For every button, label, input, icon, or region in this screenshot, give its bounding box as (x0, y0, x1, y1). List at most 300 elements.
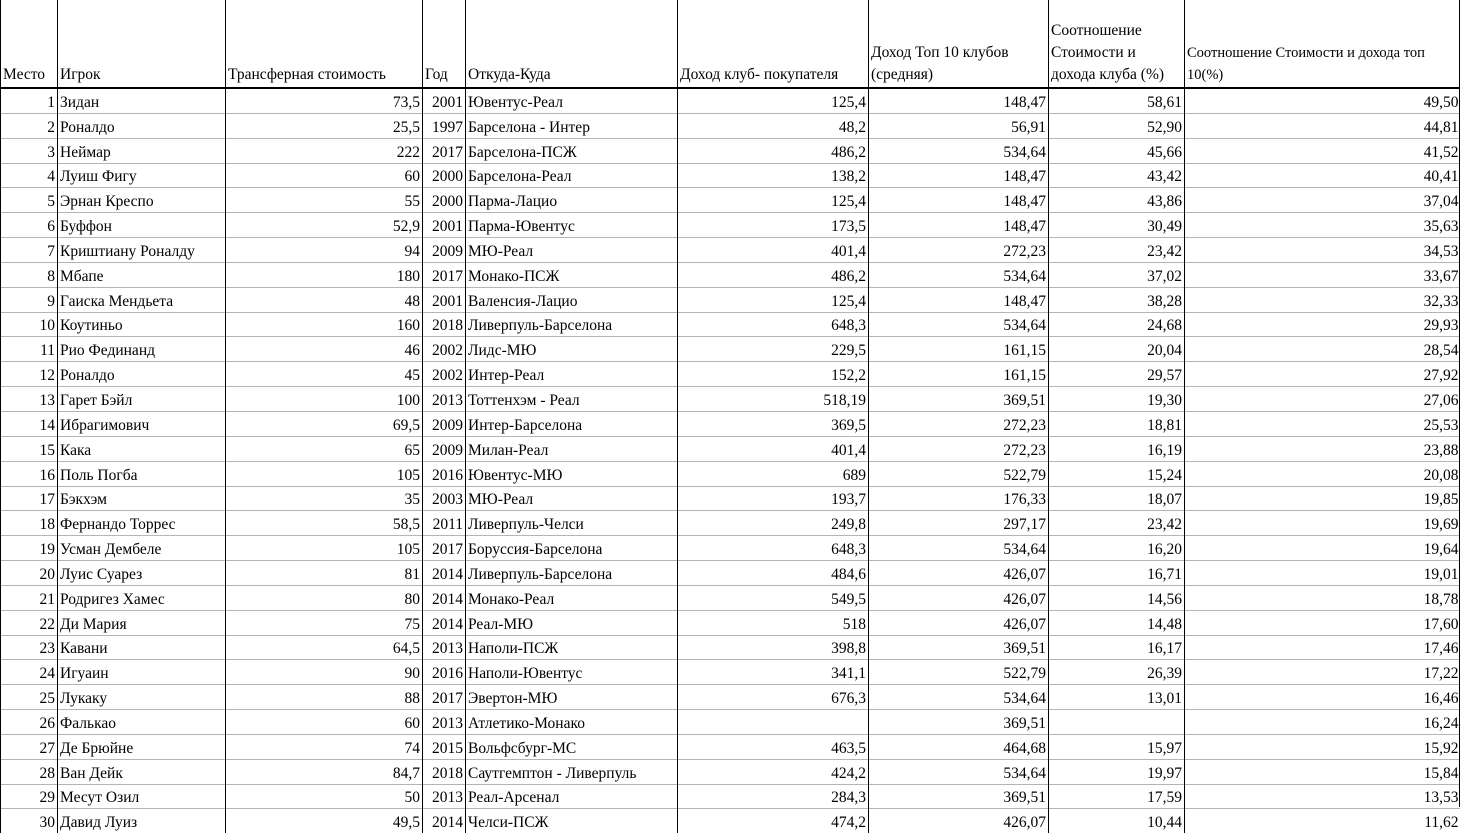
ratio-top10-cell[interactable]: 34,53 (1185, 238, 1460, 263)
transfer-fee-cell[interactable]: 100 (226, 387, 423, 412)
table-row (1, 213, 1460, 238)
table-row (1, 387, 1460, 412)
ratio-club-cell[interactable]: 19,97 (1049, 759, 1185, 784)
year-cell[interactable]: 2009 (423, 436, 466, 461)
rank-cell[interactable]: 2 (1, 113, 58, 138)
table-row (1, 337, 1460, 362)
buyer-income-cell[interactable]: 689 (678, 461, 869, 486)
rank-cell[interactable]: 8 (1, 262, 58, 287)
year-cell[interactable]: 2017 (423, 262, 466, 287)
ratio-club-cell[interactable]: 18,07 (1049, 486, 1185, 511)
table-row (1, 635, 1460, 660)
ratio-top10-cell[interactable]: 33,67 (1185, 262, 1460, 287)
buyer-income-cell[interactable]: 486,2 (678, 262, 869, 287)
top10-income-cell[interactable]: 297,17 (869, 511, 1049, 536)
transfer-fee-cell[interactable]: 60 (226, 710, 423, 735)
ratio-top10-cell[interactable]: 32,33 (1185, 287, 1460, 312)
ratio-top10-cell[interactable]: 16,46 (1185, 685, 1460, 710)
player-cell[interactable]: Фалькао (58, 710, 226, 735)
top10-income-cell[interactable]: 534,64 (869, 759, 1049, 784)
rank-cell[interactable]: 6 (1, 213, 58, 238)
buyer-income-cell[interactable] (678, 710, 869, 735)
rank-cell[interactable]: 15 (1, 436, 58, 461)
rank-cell[interactable]: 25 (1, 685, 58, 710)
top10-income-cell[interactable]: 522,79 (869, 461, 1049, 486)
ratio-top10-cell[interactable]: 19,01 (1185, 561, 1460, 586)
rank-cell[interactable]: 11 (1, 337, 58, 362)
player-cell[interactable]: Кавани (58, 635, 226, 660)
top10-income-cell[interactable]: 522,79 (869, 660, 1049, 685)
rank-cell[interactable]: 13 (1, 387, 58, 412)
top10-income-cell[interactable]: 56,91 (869, 113, 1049, 138)
table-row (1, 287, 1460, 312)
rank-cell[interactable]: 4 (1, 163, 58, 188)
from-to-cell[interactable]: Эвертон-МЮ (466, 685, 678, 710)
from-to-cell[interactable]: Ливерпуль-Барселона (466, 312, 678, 337)
transfer-fee-cell[interactable]: 25,5 (226, 113, 423, 138)
player-cell[interactable]: Кака (58, 436, 226, 461)
rank-cell[interactable]: 26 (1, 710, 58, 735)
year-cell[interactable]: 2018 (423, 312, 466, 337)
buyer-income-cell[interactable]: 463,5 (678, 734, 869, 759)
ratio-top10-cell[interactable]: 28,54 (1185, 337, 1460, 362)
year-cell[interactable]: 2000 (423, 163, 466, 188)
top10-income-cell[interactable]: 369,51 (869, 635, 1049, 660)
ratio-top10-cell[interactable]: 29,93 (1185, 312, 1460, 337)
table-row (1, 809, 1460, 833)
player-cell[interactable]: Усман Дембеле (58, 536, 226, 561)
player-cell[interactable]: Коутиньо (58, 312, 226, 337)
ratio-top10-cell[interactable]: 17,46 (1185, 635, 1460, 660)
transfer-fee-cell[interactable]: 180 (226, 262, 423, 287)
from-to-cell[interactable]: Лидс-МЮ (466, 337, 678, 362)
player-cell[interactable]: Де Брюйне (58, 734, 226, 759)
year-cell[interactable]: 2016 (423, 660, 466, 685)
from-to-cell[interactable]: Наполи-ПСЖ (466, 635, 678, 660)
transfer-fee-cell[interactable]: 46 (226, 337, 423, 362)
table-row (1, 710, 1460, 735)
year-cell[interactable]: 2018 (423, 759, 466, 784)
player-cell[interactable]: Криштиану Роналду (58, 238, 226, 263)
rank-cell[interactable]: 17 (1, 486, 58, 511)
ratio-club-cell[interactable]: 13,01 (1049, 685, 1185, 710)
table-row (1, 734, 1460, 759)
header-buyer-income[interactable]: Доход клуб- покупателя (678, 0, 869, 88)
from-to-cell[interactable]: Валенсия-Лацио (466, 287, 678, 312)
ratio-top10-cell[interactable]: 44,81 (1185, 113, 1460, 138)
from-to-cell[interactable]: Ливерпуль-Челси (466, 511, 678, 536)
ratio-top10-cell[interactable]: 40,41 (1185, 163, 1460, 188)
buyer-income-cell[interactable]: 193,7 (678, 486, 869, 511)
ratio-club-cell[interactable]: 16,19 (1049, 436, 1185, 461)
top10-income-cell[interactable]: 369,51 (869, 784, 1049, 809)
transfer-fee-cell[interactable]: 160 (226, 312, 423, 337)
buyer-income-cell[interactable]: 648,3 (678, 312, 869, 337)
player-cell[interactable]: Луиш Фигу (58, 163, 226, 188)
ratio-club-cell[interactable]: 18,81 (1049, 411, 1185, 436)
transfer-fee-cell[interactable]: 74 (226, 734, 423, 759)
year-cell[interactable]: 2011 (423, 511, 466, 536)
top10-income-cell[interactable]: 534,64 (869, 685, 1049, 710)
player-cell[interactable]: Ибрагимович (58, 411, 226, 436)
from-to-cell[interactable]: Наполи-Ювентус (466, 660, 678, 685)
ratio-club-cell[interactable]: 14,56 (1049, 585, 1185, 610)
year-cell[interactable]: 2017 (423, 536, 466, 561)
year-cell[interactable]: 2002 (423, 337, 466, 362)
ratio-club-cell[interactable]: 10,44 (1049, 809, 1185, 833)
year-cell[interactable]: 2001 (423, 213, 466, 238)
from-to-cell[interactable]: МЮ-Реал (466, 238, 678, 263)
ratio-top10-cell[interactable]: 16,24 (1185, 710, 1460, 735)
top10-income-cell[interactable]: 534,64 (869, 536, 1049, 561)
ratio-club-cell[interactable]: 45,66 (1049, 138, 1185, 163)
ratio-club-cell[interactable]: 19,30 (1049, 387, 1185, 412)
rank-cell[interactable]: 27 (1, 734, 58, 759)
buyer-income-cell[interactable]: 401,4 (678, 436, 869, 461)
buyer-income-cell[interactable]: 173,5 (678, 213, 869, 238)
transfer-fee-cell[interactable]: 58,5 (226, 511, 423, 536)
rank-cell[interactable]: 16 (1, 461, 58, 486)
player-cell[interactable]: Ди Мария (58, 610, 226, 635)
top10-income-cell[interactable]: 272,23 (869, 238, 1049, 263)
header-year[interactable]: Год (423, 0, 466, 88)
buyer-income-cell[interactable]: 229,5 (678, 337, 869, 362)
year-cell[interactable]: 2016 (423, 461, 466, 486)
transfer-fee-cell[interactable]: 50 (226, 784, 423, 809)
ratio-club-cell[interactable]: 43,42 (1049, 163, 1185, 188)
year-cell[interactable]: 2015 (423, 734, 466, 759)
from-to-cell[interactable]: Интер-Барселона (466, 411, 678, 436)
ratio-club-cell[interactable]: 58,61 (1049, 88, 1185, 113)
transfer-fee-cell[interactable]: 65 (226, 436, 423, 461)
transfer-fee-cell[interactable]: 94 (226, 238, 423, 263)
transfer-fee-cell[interactable]: 80 (226, 585, 423, 610)
ratio-club-cell[interactable]: 16,71 (1049, 561, 1185, 586)
ratio-top10-cell[interactable]: 17,60 (1185, 610, 1460, 635)
ratio-club-cell[interactable] (1049, 710, 1185, 735)
rank-cell[interactable]: 23 (1, 635, 58, 660)
table-row (1, 411, 1460, 436)
year-cell[interactable]: 2009 (423, 411, 466, 436)
from-to-cell[interactable]: Челси-ПСЖ (466, 809, 678, 833)
header-top10-income[interactable]: Доход Топ 10 клубов (средняя) (869, 0, 1049, 88)
rank-cell[interactable]: 5 (1, 188, 58, 213)
buyer-income-cell[interactable]: 152,2 (678, 362, 869, 387)
transfer-fee-cell[interactable]: 55 (226, 188, 423, 213)
ratio-club-cell[interactable]: 29,57 (1049, 362, 1185, 387)
ratio-club-cell[interactable]: 26,39 (1049, 660, 1185, 685)
ratio-top10-cell[interactable]: 37,04 (1185, 188, 1460, 213)
header-transfer-fee[interactable]: Трансферная стоимость (226, 0, 423, 88)
year-cell[interactable]: 2001 (423, 287, 466, 312)
year-cell[interactable]: 2013 (423, 710, 466, 735)
from-to-cell[interactable]: МЮ-Реал (466, 486, 678, 511)
year-cell[interactable]: 2017 (423, 685, 466, 710)
player-cell[interactable]: Фернандо Торрес (58, 511, 226, 536)
from-to-cell[interactable]: Ювентус-Реал (466, 88, 678, 113)
ratio-club-cell[interactable]: 17,59 (1049, 784, 1185, 809)
player-cell[interactable]: Гарет Бэйл (58, 387, 226, 412)
top10-income-cell[interactable]: 369,51 (869, 710, 1049, 735)
top10-income-cell[interactable]: 534,64 (869, 312, 1049, 337)
ratio-top10-cell[interactable]: 11,62 (1185, 809, 1460, 833)
buyer-income-cell[interactable]: 138,2 (678, 163, 869, 188)
player-cell[interactable]: Давид Луиз (58, 809, 226, 833)
top10-income-cell[interactable]: 272,23 (869, 411, 1049, 436)
top10-income-cell[interactable]: 534,64 (869, 138, 1049, 163)
top10-income-cell[interactable]: 161,15 (869, 337, 1049, 362)
rank-cell[interactable]: 30 (1, 809, 58, 833)
buyer-income-cell[interactable]: 125,4 (678, 88, 869, 113)
player-cell[interactable]: Неймар (58, 138, 226, 163)
ratio-top10-cell[interactable]: 13,53 (1185, 784, 1460, 809)
rank-cell[interactable]: 7 (1, 238, 58, 263)
header-ratio-club[interactable]: Соотношение Стоимости и дохода клуба (%) (1049, 0, 1185, 88)
rank-cell[interactable]: 29 (1, 784, 58, 809)
table-row (1, 138, 1460, 163)
rank-cell[interactable]: 1 (1, 88, 58, 113)
year-cell[interactable]: 2001 (423, 88, 466, 113)
transfer-fee-cell[interactable]: 75 (226, 610, 423, 635)
buyer-income-cell[interactable]: 341,1 (678, 660, 869, 685)
table-row (1, 685, 1460, 710)
year-cell[interactable]: 2014 (423, 561, 466, 586)
buyer-income-cell[interactable]: 369,5 (678, 411, 869, 436)
transfer-fee-cell[interactable]: 35 (226, 486, 423, 511)
buyer-income-cell[interactable]: 474,2 (678, 809, 869, 833)
rank-cell[interactable]: 20 (1, 561, 58, 586)
ratio-top10-cell[interactable]: 19,85 (1185, 486, 1460, 511)
year-cell[interactable]: 2013 (423, 635, 466, 660)
transfer-fee-cell[interactable]: 105 (226, 536, 423, 561)
ratio-club-cell[interactable]: 23,42 (1049, 511, 1185, 536)
ratio-club-cell[interactable]: 24,68 (1049, 312, 1185, 337)
rank-cell[interactable]: 10 (1, 312, 58, 337)
table-row (1, 486, 1460, 511)
rank-cell[interactable]: 19 (1, 536, 58, 561)
buyer-income-cell[interactable]: 398,8 (678, 635, 869, 660)
table-row (1, 561, 1460, 586)
table-row (1, 312, 1460, 337)
transfer-fee-cell[interactable]: 69,5 (226, 411, 423, 436)
transfer-fee-cell[interactable]: 90 (226, 660, 423, 685)
player-cell[interactable]: Бэкхэм (58, 486, 226, 511)
year-cell[interactable]: 2013 (423, 784, 466, 809)
buyer-income-cell[interactable]: 401,4 (678, 238, 869, 263)
transfer-fee-cell[interactable]: 73,5 (226, 88, 423, 113)
from-to-cell[interactable]: Атлетико-Монако (466, 710, 678, 735)
from-to-cell[interactable]: Монако-Реал (466, 585, 678, 610)
from-to-cell[interactable]: Вольфсбург-МС (466, 734, 678, 759)
buyer-income-cell[interactable]: 125,4 (678, 188, 869, 213)
top10-income-cell[interactable]: 534,64 (869, 262, 1049, 287)
ratio-club-cell[interactable]: 20,04 (1049, 337, 1185, 362)
player-cell[interactable]: Игуаин (58, 660, 226, 685)
ratio-club-cell[interactable]: 37,02 (1049, 262, 1185, 287)
rank-cell[interactable]: 18 (1, 511, 58, 536)
rank-cell[interactable]: 21 (1, 585, 58, 610)
ratio-top10-cell[interactable]: 17,22 (1185, 660, 1460, 685)
year-cell[interactable]: 2014 (423, 585, 466, 610)
ratio-top10-cell[interactable]: 41,52 (1185, 138, 1460, 163)
from-to-cell[interactable]: Барселона - Интер (466, 113, 678, 138)
from-to-cell[interactable]: Реал-Арсенал (466, 784, 678, 809)
buyer-income-cell[interactable]: 48,2 (678, 113, 869, 138)
year-cell[interactable]: 1997 (423, 113, 466, 138)
ratio-top10-cell[interactable]: 18,78 (1185, 585, 1460, 610)
table-row (1, 362, 1460, 387)
from-to-cell[interactable]: Милан-Реал (466, 436, 678, 461)
buyer-income-cell[interactable]: 518 (678, 610, 869, 635)
header-row (1, 0, 1460, 88)
ratio-top10-cell[interactable]: 27,92 (1185, 362, 1460, 387)
buyer-income-cell[interactable]: 249,8 (678, 511, 869, 536)
top10-income-cell[interactable]: 426,07 (869, 809, 1049, 833)
player-cell[interactable]: Луис Суарез (58, 561, 226, 586)
ratio-top10-cell[interactable]: 23,88 (1185, 436, 1460, 461)
year-cell[interactable]: 2000 (423, 188, 466, 213)
transfer-fee-cell[interactable]: 88 (226, 685, 423, 710)
top10-income-cell[interactable]: 148,47 (869, 287, 1049, 312)
year-cell[interactable]: 2009 (423, 238, 466, 263)
player-cell[interactable]: Рио Фединанд (58, 337, 226, 362)
year-cell[interactable]: 2013 (423, 387, 466, 412)
from-to-cell[interactable]: Парма-Ювентус (466, 213, 678, 238)
buyer-income-cell[interactable]: 648,3 (678, 536, 869, 561)
top10-income-cell[interactable]: 148,47 (869, 213, 1049, 238)
buyer-income-cell[interactable]: 125,4 (678, 287, 869, 312)
rank-cell[interactable]: 28 (1, 759, 58, 784)
ratio-club-cell[interactable]: 16,17 (1049, 635, 1185, 660)
ratio-club-cell[interactable]: 15,24 (1049, 461, 1185, 486)
top10-income-cell[interactable]: 369,51 (869, 387, 1049, 412)
transfer-fee-cell[interactable]: 49,5 (226, 809, 423, 833)
from-to-cell[interactable]: Реал-МЮ (466, 610, 678, 635)
player-cell[interactable]: Мбапе (58, 262, 226, 287)
top10-income-cell[interactable]: 161,15 (869, 362, 1049, 387)
year-cell[interactable]: 2014 (423, 610, 466, 635)
table-row (1, 511, 1460, 536)
transfer-fee-cell[interactable]: 60 (226, 163, 423, 188)
ratio-top10-cell[interactable]: 27,06 (1185, 387, 1460, 412)
player-cell[interactable]: Буффон (58, 213, 226, 238)
player-cell[interactable]: Гаиска Мендьета (58, 287, 226, 312)
buyer-income-cell[interactable]: 549,5 (678, 585, 869, 610)
rank-cell[interactable]: 9 (1, 287, 58, 312)
from-to-cell[interactable]: Ювентус-МЮ (466, 461, 678, 486)
top10-income-cell[interactable]: 272,23 (869, 436, 1049, 461)
year-cell[interactable]: 2017 (423, 138, 466, 163)
player-cell[interactable]: Поль Погба (58, 461, 226, 486)
rank-cell[interactable]: 24 (1, 660, 58, 685)
buyer-income-cell[interactable]: 284,3 (678, 784, 869, 809)
top10-income-cell[interactable]: 148,47 (869, 163, 1049, 188)
header-rank[interactable]: Место (1, 0, 58, 88)
from-to-cell[interactable]: Парма-Лацио (466, 188, 678, 213)
from-to-cell[interactable]: Тоттенхэм - Реал (466, 387, 678, 412)
top10-income-cell[interactable]: 464,68 (869, 734, 1049, 759)
buyer-income-cell[interactable]: 424,2 (678, 759, 869, 784)
header-from-to[interactable]: Откуда-Куда (466, 0, 678, 88)
ratio-club-cell[interactable]: 38,28 (1049, 287, 1185, 312)
from-to-cell[interactable]: Ливерпуль-Барселона (466, 561, 678, 586)
year-cell[interactable]: 2002 (423, 362, 466, 387)
ratio-club-cell[interactable]: 14,48 (1049, 610, 1185, 635)
rank-cell[interactable]: 12 (1, 362, 58, 387)
player-cell[interactable]: Эрнан Креспо (58, 188, 226, 213)
player-cell[interactable]: Ван Дейк (58, 759, 226, 784)
player-cell[interactable]: Лукаку (58, 685, 226, 710)
buyer-income-cell[interactable]: 486,2 (678, 138, 869, 163)
buyer-income-cell[interactable]: 484,6 (678, 561, 869, 586)
transfer-fee-cell[interactable]: 222 (226, 138, 423, 163)
ratio-top10-cell[interactable]: 15,92 (1185, 734, 1460, 759)
top10-income-cell[interactable]: 426,07 (869, 585, 1049, 610)
table-row (1, 784, 1460, 809)
top10-income-cell[interactable]: 426,07 (869, 561, 1049, 586)
from-to-cell[interactable]: Барселона-ПСЖ (466, 138, 678, 163)
ratio-top10-cell[interactable]: 15,84 (1185, 759, 1460, 784)
transfer-fee-cell[interactable]: 48 (226, 287, 423, 312)
transfer-fee-cell[interactable]: 52,9 (226, 213, 423, 238)
top10-income-cell[interactable]: 176,33 (869, 486, 1049, 511)
player-cell[interactable]: Родригез Хамес (58, 585, 226, 610)
top10-income-cell[interactable]: 426,07 (869, 610, 1049, 635)
player-cell[interactable]: Роналдо (58, 113, 226, 138)
from-to-cell[interactable]: Саутгемптон - Ливерпуль (466, 759, 678, 784)
player-cell[interactable]: Роналдо (58, 362, 226, 387)
buyer-income-cell[interactable]: 676,3 (678, 685, 869, 710)
transfer-fee-cell[interactable]: 45 (226, 362, 423, 387)
transfer-fee-cell[interactable]: 64,5 (226, 635, 423, 660)
player-cell[interactable]: Месут Озил (58, 784, 226, 809)
player-cell[interactable]: Зидан (58, 88, 226, 113)
ratio-club-cell[interactable]: 52,90 (1049, 113, 1185, 138)
from-to-cell[interactable]: Боруссия-Барселона (466, 536, 678, 561)
ratio-top10-cell[interactable]: 35,63 (1185, 213, 1460, 238)
transfer-fee-cell[interactable]: 105 (226, 461, 423, 486)
header-player[interactable]: Игрок (58, 0, 226, 88)
transfer-fee-cell[interactable]: 81 (226, 561, 423, 586)
buyer-income-cell[interactable]: 518,19 (678, 387, 869, 412)
table-row (1, 113, 1460, 138)
from-to-cell[interactable]: Интер-Реал (466, 362, 678, 387)
ratio-club-cell[interactable]: 43,86 (1049, 188, 1185, 213)
year-cell[interactable]: 2014 (423, 809, 466, 833)
top10-income-cell[interactable]: 148,47 (869, 88, 1049, 113)
ratio-top10-cell[interactable]: 19,69 (1185, 511, 1460, 536)
ratio-top10-cell[interactable]: 49,50 (1185, 88, 1460, 113)
rank-cell[interactable]: 22 (1, 610, 58, 635)
ratio-club-cell[interactable]: 30,49 (1049, 213, 1185, 238)
ratio-top10-cell[interactable]: 25,53 (1185, 411, 1460, 436)
ratio-top10-cell[interactable]: 20,08 (1185, 461, 1460, 486)
header-ratio-top10[interactable]: Соотношение Стоимости и дохода топ 10(%) (1185, 0, 1460, 88)
transfer-fee-cell[interactable]: 84,7 (226, 759, 423, 784)
top10-income-cell[interactable]: 148,47 (869, 188, 1049, 213)
rank-cell[interactable]: 3 (1, 138, 58, 163)
table-row (1, 461, 1460, 486)
from-to-cell[interactable]: Барселона-Реал (466, 163, 678, 188)
from-to-cell[interactable]: Монако-ПСЖ (466, 262, 678, 287)
table-row (1, 188, 1460, 213)
ratio-top10-cell[interactable]: 19,64 (1185, 536, 1460, 561)
ratio-club-cell[interactable]: 23,42 (1049, 238, 1185, 263)
ratio-club-cell[interactable]: 16,20 (1049, 536, 1185, 561)
rank-cell[interactable]: 14 (1, 411, 58, 436)
year-cell[interactable]: 2003 (423, 486, 466, 511)
ratio-club-cell[interactable]: 15,97 (1049, 734, 1185, 759)
